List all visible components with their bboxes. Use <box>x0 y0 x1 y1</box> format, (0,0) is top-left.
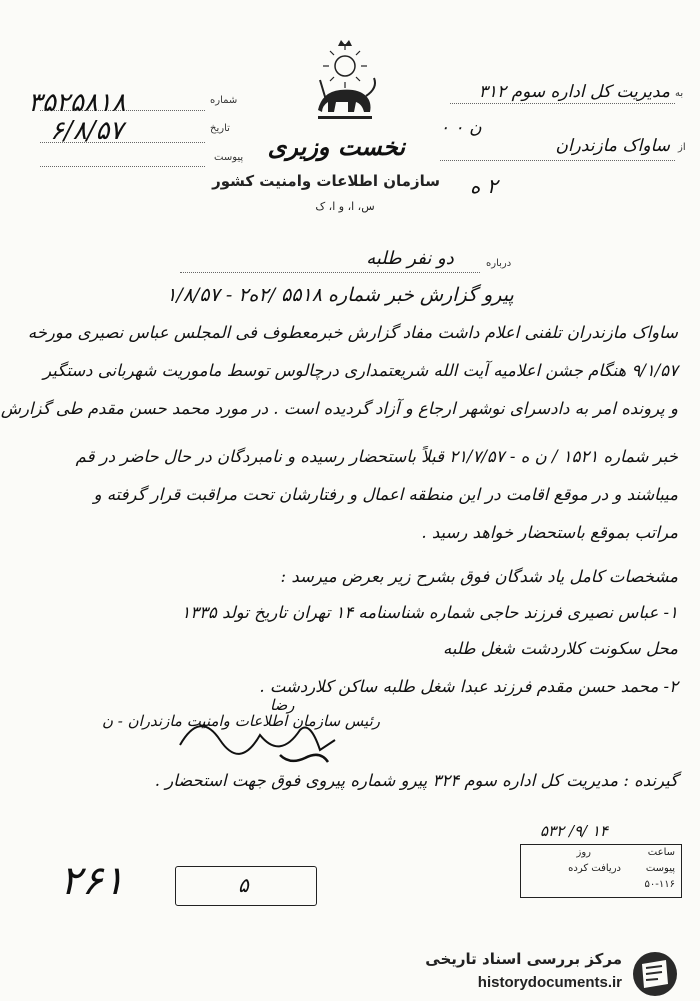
footer-watermark <box>0 948 700 1001</box>
stamp-form-code: ۵۰-۱۱۶ <box>644 879 675 890</box>
body-line-4: خبر شماره ۱۵۲۱ / ن ه - ۲۱/۷/۵۷ قبلاً باستحضار رسیده و نامبردگان در حال حاضر در قم <box>75 447 678 466</box>
cc-line: گیرنده : مدیریت کل اداره سوم ۳۲۴ پیرو شماره پیروی فوق جهت استحضار . <box>154 771 678 790</box>
recipient-underline <box>450 103 675 104</box>
attachment-label: پیوست <box>214 152 244 163</box>
subject-label: درباره <box>486 258 512 269</box>
body-line-3: و پرونده امر به دادسرای نوشهر ارجاع و آزاد گردیده است . در مورد محمد حسن مقدم طی گزارش <box>0 399 678 418</box>
number-underline <box>40 110 205 111</box>
signature-line-1: رئیس سازمان اطلاعات وامنیت مازندران - ن <box>101 712 380 730</box>
stamp-received-label: دریافت کرده <box>568 863 621 874</box>
from-prefix: از <box>678 142 686 153</box>
body-line-1: ساواک مازندران تلفنی اعلام داشت مفاد گزارش خبرمعطوف فی المجلس عباس نصیری مورخه <box>27 323 678 342</box>
body-line-5: میباشند و در موقع اقامت در این منطقه اعمال و رفتارشان تحت مراقبت قرار گرفته و <box>93 485 678 504</box>
to-prefix: به <box>675 88 684 99</box>
organization-line: سازمان اطلاعات وامنیت کشور <box>212 172 440 190</box>
subject-underline <box>180 272 480 273</box>
number-label: شماره <box>210 95 238 106</box>
date-label: تاریخ <box>210 123 230 134</box>
body-line-2: ۹/۱/۵۷ هنگام جشن اعلامیه آیت الله شریعتمداری درچالوس توسط ماموریت شهربانی دستگیر <box>43 361 678 380</box>
stamp-hour-label: ساعت <box>647 847 675 858</box>
footer-url: historydocuments.ir <box>477 974 622 991</box>
lion-and-sun-emblem-icon <box>300 40 390 132</box>
footer-title: مرکز بررسی اسناد تاریخی <box>425 950 622 968</box>
stamp-attachment-label: پیوست <box>645 863 675 874</box>
organization-abbreviation: س، ا، و ا، ک <box>315 200 375 213</box>
body-line-8: ۱- عباس نصیری فرزند حاجی شماره شناسنامه ۱۴ تهران تاریخ تولد ۱۳۳۵ <box>181 603 678 622</box>
page-number: ۲۶۱ <box>60 858 125 904</box>
sender-underline <box>440 160 675 161</box>
body-line-6: مراتب بموقع باستحضار خواهد رسید . <box>421 523 678 542</box>
stamp-day-label: روز <box>576 847 591 858</box>
archive-number: ۵ <box>238 873 249 897</box>
body-line-10: ۲- محمد حسن مقدم فرزند عبدا شغل طلبه ساکن کلاردشت . <box>259 677 678 696</box>
subject-value: دو نفر طلبه <box>366 248 454 269</box>
attachment-underline <box>40 166 205 167</box>
ministry-title: نخست وزیری <box>267 132 405 161</box>
handwritten-date: ۶/۸/۵۷ <box>50 116 124 146</box>
archive-logo-icon <box>630 950 680 998</box>
reference-code: ۲ ه <box>470 174 498 198</box>
recipient-text: مدیریت کل اداره سوم ۳۱۲ <box>478 82 670 102</box>
stamp-number: ۵۳۲ /۹/ ۱۴ <box>540 822 608 840</box>
body-line-9: محل سکونت کلاردشت شغل طلبه <box>443 639 678 658</box>
handwritten-signature-icon <box>160 700 380 770</box>
receipt-stamp <box>520 844 682 898</box>
archive-number-box <box>175 866 317 906</box>
body-line-7: مشخصات کامل یاد شدگان فوق بشرح زیر بعرض میرسد : <box>280 567 678 586</box>
sender-text: ساواک مازندران <box>555 136 670 156</box>
date-underline <box>40 142 205 143</box>
sender-code: ن ۰ ۰ <box>440 118 482 138</box>
body-heading: پیرو گزارش خبر شماره ۵۵۱۸ /۲ه۲ - ۱/۸/۵۷ <box>166 284 514 306</box>
signature-line-2: رضا <box>270 696 295 714</box>
handwritten-number: ۳۵۲۵۸۱۸ <box>28 88 126 118</box>
